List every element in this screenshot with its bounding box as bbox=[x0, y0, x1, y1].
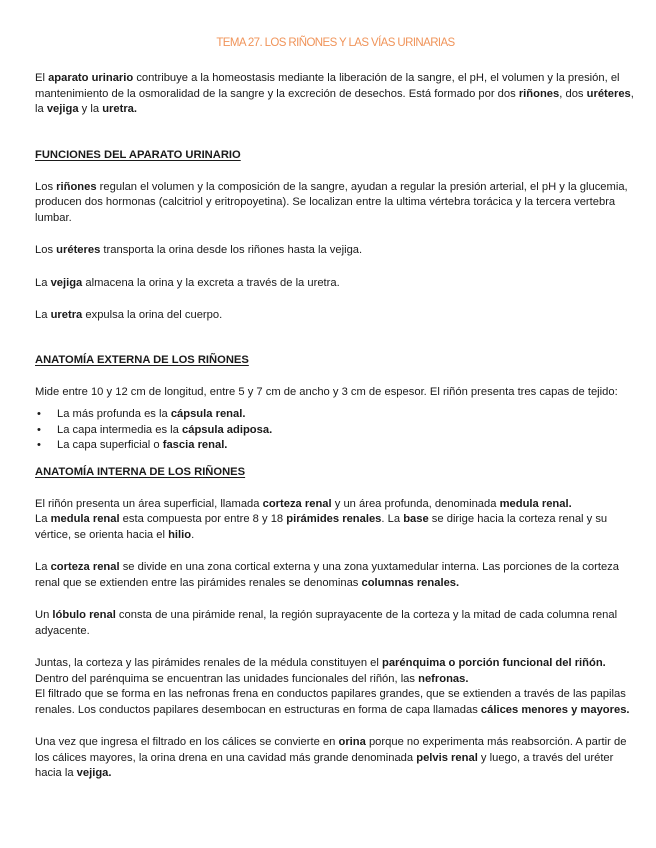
paragraph-lobulo: Un lóbulo renal consta de una pirámide renal, la región suprayacente de la corteza y la mitad de cada columna renal adyacente. bbox=[35, 609, 618, 637]
bold-term: fascia renal. bbox=[162, 439, 228, 451]
bold-term: uréteres bbox=[56, 244, 101, 256]
paragraph-medidas: Mide entre 10 y 12 cm de longitud, entre 5 y 7 cm de ancho y 3 cm de espesor. El riñón presenta tres capas de tejido: bbox=[35, 385, 618, 398]
bold-term: riñones bbox=[518, 87, 560, 100]
bold-term: vejiga bbox=[50, 276, 83, 289]
document-title: TEMA 27. LOS RIÑONES Y LAS VÍAS URINARIAS bbox=[216, 37, 455, 49]
bold-term: base bbox=[403, 513, 429, 525]
bold-term: corteza renal bbox=[262, 497, 332, 510]
bold-term: vejiga bbox=[46, 103, 79, 115]
bold-term: cápsula renal. bbox=[170, 408, 246, 420]
bold-term: riñones bbox=[56, 180, 97, 193]
bold-term: medula renal bbox=[50, 513, 120, 525]
bold-term: uretra. bbox=[102, 103, 138, 115]
bold-term: hilio bbox=[168, 528, 192, 541]
capas-list bbox=[35, 407, 636, 454]
bold-term: aparato urinario bbox=[48, 72, 134, 84]
section-heading-funciones: FUNCIONES DEL APARATO URINARIO bbox=[35, 148, 241, 161]
list-item: • La capa intermedia es la cápsula adiposa. bbox=[35, 423, 636, 439]
section-heading-anatomia-interna: ANATOMÍA INTERNA DE LOS RIÑONES bbox=[35, 465, 246, 478]
paragraph-orina: Una vez que ingresa el filtrado en los cálices se convierte en orina porque no experimenta más reabsorción. A partir de los cálices mayores, la orina drena en una cavidad más grande denominada pelvis renal y luego, a través del uréter hacia la vejiga. bbox=[35, 736, 627, 779]
paragraph-uretra: La uretra expulsa la orina del cuerpo. bbox=[35, 309, 223, 321]
section-heading-anatomia-externa: ANATOMÍA EXTERNA DE LOS RIÑONES bbox=[35, 353, 249, 366]
intro-paragraph: El aparato urinario contribuye a la homeostasis mediante la liberación de la sangre, el pH, el volumen y la presión, el mantenimiento de la osmoralidad de la sangre y la excreción de desechos. Está formado por dos riñones, dos uréteres, la vejiga y la uretra. bbox=[35, 72, 634, 115]
bold-term: cálices menores y mayores. bbox=[480, 703, 630, 716]
list-item: • La más profunda es la cápsula renal. bbox=[35, 407, 636, 423]
bold-term: vejiga. bbox=[76, 767, 112, 779]
bold-term: corteza renal bbox=[50, 561, 120, 573]
paragraph-ureteres: Los uréteres transporta la orina desde los riñones hasta la vejiga. bbox=[35, 244, 363, 256]
paragraph-vejiga: La vejiga almacena la orina y la excreta a través de la uretra. bbox=[35, 276, 340, 289]
bold-term: pirámides renales bbox=[286, 513, 382, 525]
bold-term: nefronas. bbox=[418, 672, 469, 685]
bold-term: orina bbox=[338, 736, 366, 748]
paragraph-corteza: La corteza renal se divide en una zona cortical externa y una zona yuxtamedular interna. Las porciones de la corteza renal que se extienden entre las pirámides renales se denominas columnas renales. bbox=[35, 561, 619, 589]
bold-term: uréteres bbox=[586, 87, 631, 100]
bold-term: parénquima o porción funcional del riñón. bbox=[382, 657, 606, 669]
bold-term: uretra bbox=[50, 309, 83, 321]
bold-term: cápsula adiposa. bbox=[182, 423, 273, 436]
bold-term: columnas renales. bbox=[361, 576, 460, 589]
paragraph-rinones: Los riñones regulan el volumen y la composición de la sangre, ayudan a regular la presión arterial, el pH y la glucemia, producen dos hormonas (calcitriol y eritropoyetina). Se localizan entre la ultima vértebra torácica y la tercera vertebra lumbar. bbox=[35, 180, 628, 224]
list-item: • La capa superficial o fascia renal. bbox=[35, 438, 636, 454]
paragraph-filtrado: El filtrado que se forma en las nefronas frena en conductos papilares grandes, que se extienden a través de las papilas renales. Los conductos papilares desembocan en estructuras en forma de capa llamadas cálices menores y mayores. bbox=[35, 688, 630, 716]
bold-term: lóbulo renal bbox=[52, 609, 116, 621]
paragraph-parenquima: Juntas, la corteza y las pirámides renales de la médula constituyen el parénquima o porción funcional del riñón. Dentro del parénquima se encuentran las unidades funcionales del riñón, las nefronas. bbox=[35, 657, 606, 685]
bold-term: medula renal. bbox=[499, 497, 572, 510]
paragraph-medula: La medula renal esta compuesta por entre 8 y 18 pirámides renales. La base se dirige hacia la corteza renal y su vértice, se orienta hacia el hilio. bbox=[35, 513, 608, 541]
paragraph-areas: El riñón presenta un área superficial, llamada corteza renal y un área profunda, denominada medula renal. bbox=[35, 497, 572, 510]
bold-term: pelvis renal bbox=[416, 751, 478, 764]
